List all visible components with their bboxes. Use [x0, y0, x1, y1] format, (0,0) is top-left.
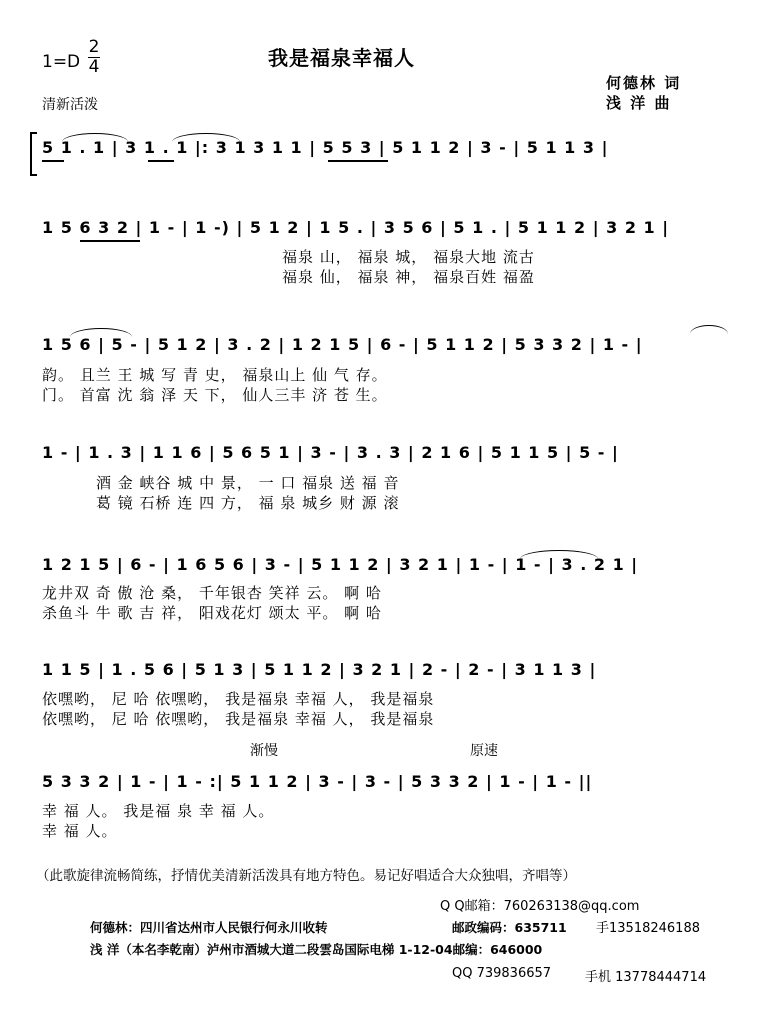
lyric-row-3a: 酒 金 峡谷 城 中 景， 一 口 福泉 送 福 音 [96, 474, 400, 492]
key-signature: 1=D [42, 52, 81, 72]
lyric-row-6a: 幸 福 人。 我是福 泉 幸 福 人。 [42, 802, 275, 820]
composer-credit: 浅 洋 曲 [606, 94, 672, 112]
lyricist-credit: 何德林 词 [606, 74, 682, 92]
staff-line-6: 1 1 5 | 1 . 5 6 | 5 1 3 | 5 1 1 2 | 3 2 1 | 2 - | 2 - | 3 1 1 3 | [42, 660, 597, 679]
lyricist-phone: 手13518246188 [596, 921, 700, 936]
tempo-slow-mark: 渐慢 [250, 743, 278, 759]
lyric-row-1a: 福泉 山， 福泉 城， 福泉大地 流古 [282, 248, 535, 266]
composer-mobile: 手机 13778444714 [585, 970, 707, 985]
system-bracket [30, 132, 37, 176]
song-title: 我是福泉幸福人 [268, 46, 415, 70]
slur [62, 133, 128, 142]
staff-line-5: 1 2 1 5 | 6 - | 1 6 5 6 | 3 - | 5 1 1 2 | 3 2 1 | 1 - | 1 - | 3 . 2 1 | [42, 555, 639, 574]
tempo-marking: 清新活泼 [42, 97, 98, 113]
lyric-row-1b: 福泉 仙， 福泉 神， 福泉百姓 福盈 [282, 268, 535, 286]
lyric-row-5a: 依嘿哟， 尼 哈 依嘿哟， 我是福泉 幸福 人， 我是福泉 [42, 690, 435, 708]
note-beam [148, 160, 174, 162]
lyricist-address: 何德林：四川省达州市人民银行何永川收转 [90, 920, 328, 935]
tempo-original-mark: 原速 [470, 743, 498, 759]
note-beam [80, 240, 140, 242]
time-signature [86, 38, 102, 77]
slur [690, 325, 728, 334]
slur [520, 550, 598, 559]
composition-note: （此歌旋律流畅简练，抒情优美清新活泼具有地方特色。易记好唱适合大众独唱，齐唱等） [36, 868, 576, 884]
slur [172, 133, 240, 142]
lyric-row-5b: 依嘿哟， 尼 哈 依嘿哟， 我是福泉 幸福 人， 我是福泉 [42, 710, 435, 728]
note-beam [328, 160, 388, 162]
composer-address: 浅 洋（本名李乾南）泸州市酒城大道二段雲岛国际电梯 1-12-04邮编：646000 [90, 942, 543, 957]
lyric-row-2a: 韵。 且兰 王 城 写 青 史， 福泉山上 仙 气 存。 [42, 366, 388, 384]
slur [70, 328, 132, 337]
staff-line-4: 1 - | 1 . 3 | 1 1 6 | 5 6 5 1 | 3 - | 3 . 3 | 2 1 6 | 5 1 1 5 | 5 - | [42, 443, 619, 462]
lyric-row-2b: 门。 首富 沈 翁 泽 天 下， 仙人三丰 济 苍 生。 [42, 386, 388, 404]
lyric-row-4a: 龙井双 奇 傲 沧 桑， 千年银杏 笑祥 云。 啊 哈 [42, 584, 382, 602]
staff-line-7: 5 3 3 2 | 1 - | 1 - :| 5 1 1 2 | 3 - | 3 - | 5 3 3 2 | 1 - | 1 - || [42, 772, 593, 791]
time-bottom: 4 [88, 57, 100, 77]
lyric-row-4b: 杀鱼斗 牛 歌 吉 祥， 阳戏花灯 颂太 平。 啊 哈 [42, 604, 382, 622]
time-top: 2 [88, 37, 100, 57]
staff-line-2: 1 5 6 3 2 | 1 - | 1 -) | 5 1 2 | 1 5 . | 3 5 6 | 5 1 . | 5 1 1 2 | 3 2 1 | [42, 218, 670, 237]
lyric-row-6b: 幸 福 人。 [42, 822, 118, 840]
staff-line-1: 5 1 . 1 | 3 1 . 1 |: 3 1 3 1 1 | 5 5 3 | 5 1 1 2 | 3 - | 5 1 1 3 | [42, 138, 609, 157]
note-beam [42, 160, 64, 162]
lyric-row-3b: 葛 镜 石桥 连 四 方， 福 泉 城乡 财 源 滚 [96, 494, 400, 512]
qq-email: Q Q邮箱：760263138@qq.com [440, 899, 640, 914]
staff-line-3: 1 5 6 | 5 - | 5 1 2 | 3 . 2 | 1 2 1 5 | 6 - | 5 1 1 2 | 5 3 3 2 | 1 - | [42, 335, 643, 354]
composer-qq: QQ 739836657 [452, 966, 552, 981]
lyricist-postcode: 邮政编码：635711 [452, 920, 567, 935]
